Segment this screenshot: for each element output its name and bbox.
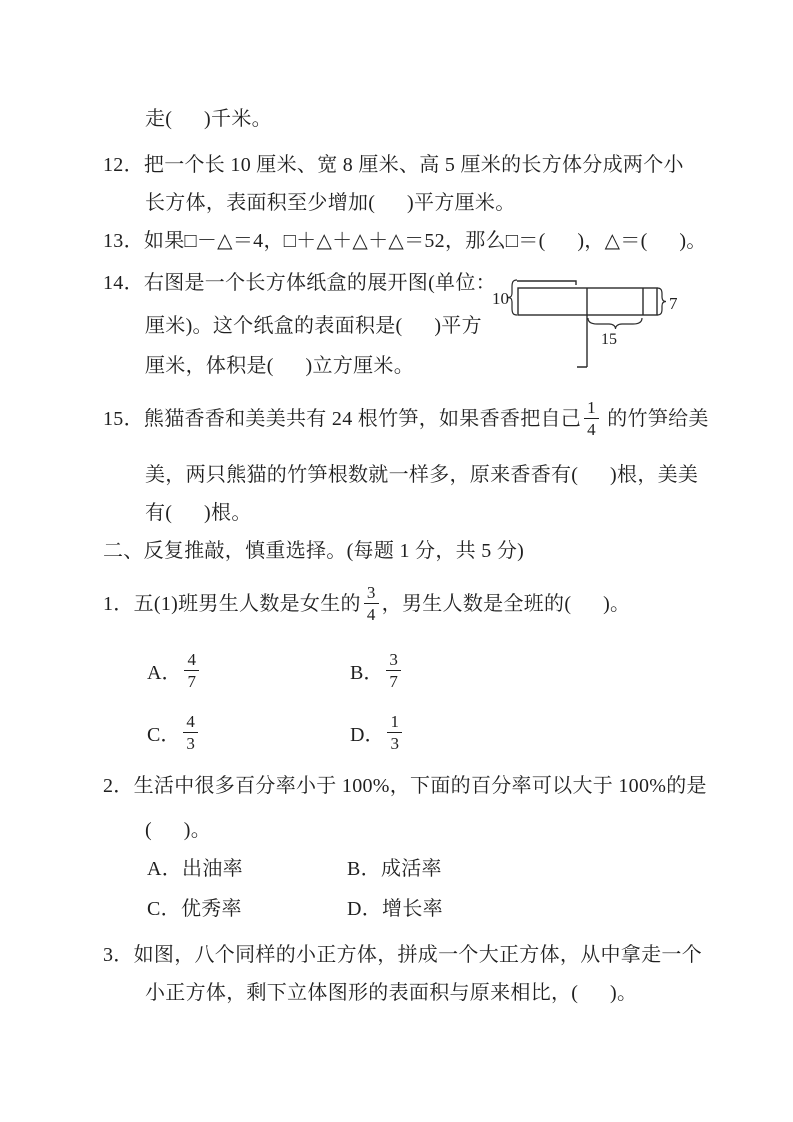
choice-q1-line: [103, 583, 630, 624]
q1-option-c: [147, 712, 201, 753]
fraction-4-3: $\frac{4}{3}$: [183, 712, 198, 753]
q1-text-post: ，男生人数是全班的( )。: [381, 592, 631, 615]
net-tail-line: [577, 315, 587, 367]
q1-option-b: [350, 650, 404, 691]
q2-option-c: C．优秀率: [147, 898, 242, 920]
option-label: C．: [147, 724, 181, 747]
q14-line3: 厘米，体积是( )立方厘米。: [145, 355, 415, 377]
box-net-diagram: [490, 269, 690, 374]
q12-line2: 长方体，表面积至少增加( )平方厘米。: [145, 192, 516, 214]
fraction-3-4: [364, 583, 379, 624]
fraction-1-4: [584, 398, 599, 439]
right-brace: [657, 288, 666, 315]
q2-option-b: B．成活率: [347, 858, 442, 880]
dimension-label-depth: 7: [669, 294, 678, 313]
under-brace: [588, 318, 642, 329]
q15-line2: 美，两只熊猫的竹笋根数就一样多，原来香香有( )根，美美: [145, 464, 699, 486]
net-top-line: [517, 281, 576, 285]
left-brace: [508, 280, 517, 315]
q1-option-d: [350, 712, 405, 753]
dimension-label-width: 15: [601, 331, 617, 348]
q15-line1: [103, 398, 709, 439]
choice-q2-line1: 2．生活中很多百分率小于 100%，下面的百分率可以大于 100%的是: [103, 775, 707, 797]
fraction-numerator: 1: [584, 398, 599, 419]
q2-option-d: D．增长率: [347, 898, 443, 920]
q15-text-pre: 15．熊猫香香和美美共有 24 根竹笋，如果香香把自己: [103, 407, 582, 430]
q2-option-a: A．出油率: [147, 858, 243, 880]
q13-line: 13．如果□－△＝4，□＋△＋△＋△＝52，那么□＝( )，△＝( )。: [103, 230, 707, 252]
fraction-denominator: 4: [366, 605, 376, 625]
fraction-3-7: $\frac{3}{7}$: [386, 650, 401, 691]
fraction-4-7: $\frac{4}{7}$: [184, 650, 199, 691]
dimension-label-height: 10: [492, 289, 509, 308]
fraction-denominator: 4: [587, 420, 596, 440]
fraction-numerator: 3: [364, 583, 379, 604]
q15-line3: 有( )根。: [145, 502, 252, 524]
choice-q2-line2: ( )。: [145, 819, 212, 841]
choice-q3-line2: 小正方体，剩下立体图形的表面积与原来相比，( )。: [145, 982, 638, 1004]
q14-line1: 14．右图是一个长方体纸盒的展开图(单位：: [103, 272, 496, 294]
fraction-1-3: $\frac{1}{3}$: [387, 712, 402, 753]
q12-line1: 12．把一个长 10 厘米、宽 8 厘米、高 5 厘米的长方体分成两个小: [103, 154, 684, 176]
q11-answer-tail: 走( )千米。: [145, 108, 272, 130]
section2-header: 二、反复推敲，慎重选择。(每题 1 分，共 5 分): [103, 540, 525, 562]
q1-text-pre: 1．五(1)班男生人数是女生的: [103, 592, 361, 615]
option-label: A．: [147, 662, 182, 685]
choice-q3-line1: 3．如图，八个同样的小正方体，拼成一个大正方体，从中拿走一个: [103, 944, 702, 966]
q14-line2: 厘米)。这个纸盒的表面积是( )平方: [145, 315, 482, 337]
option-label: B．: [350, 662, 384, 685]
option-label: D．: [350, 724, 385, 747]
q1-option-a: [147, 650, 202, 691]
q15-text-post: 的竹笋给美: [601, 407, 709, 430]
